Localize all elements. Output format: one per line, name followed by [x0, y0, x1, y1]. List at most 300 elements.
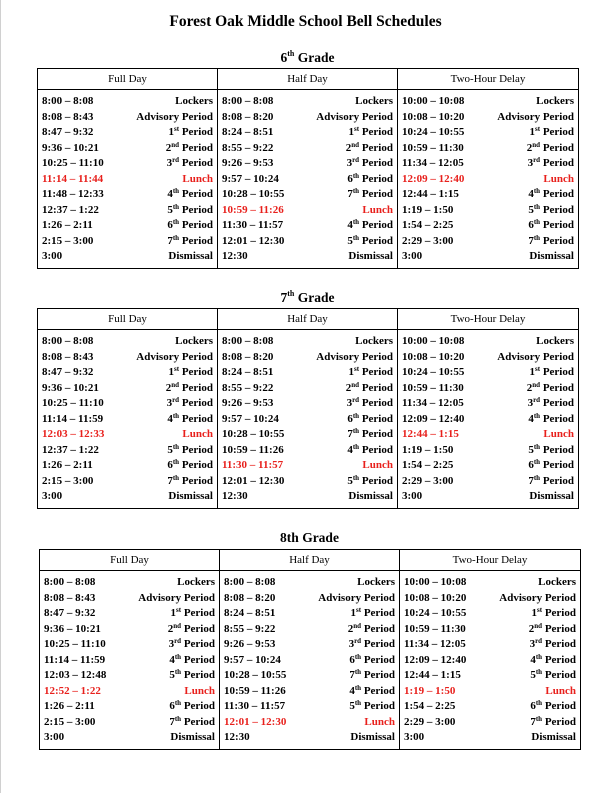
period-label	[528, 157, 574, 169]
period-label	[167, 204, 213, 216]
period-label: Dismissal	[529, 250, 574, 262]
period-label	[167, 459, 213, 471]
period-ordinal: th	[533, 187, 541, 195]
period-word: Period	[179, 157, 213, 169]
period-ordinal: st	[176, 606, 182, 614]
schedule-row	[222, 475, 393, 491]
time-range: 10:08 – 10:20	[404, 591, 467, 604]
schedule-row	[402, 235, 574, 251]
period-number: 5	[530, 669, 536, 681]
period-label	[351, 607, 395, 619]
period-number: 1	[168, 366, 175, 378]
schedule-row	[222, 428, 393, 444]
time-range: 8:47 – 9:32	[44, 607, 96, 619]
period-number: 2	[347, 622, 354, 635]
time-range: 11:30 – 11:57	[222, 459, 284, 471]
time-range: 12:30	[222, 250, 248, 262]
period-ordinal: st	[535, 125, 541, 133]
period-word: Period	[540, 366, 574, 378]
schedule-row	[44, 638, 215, 654]
period-ordinal: nd	[353, 621, 362, 630]
time-range: 8:08 – 8:20	[224, 591, 276, 604]
period-number: 3	[527, 397, 534, 409]
time-range: 9:57 – 10:24	[222, 412, 279, 425]
schedule-row	[222, 366, 393, 382]
time-range: 10:00 – 10:08	[402, 95, 465, 107]
period-word: Period	[181, 653, 215, 666]
time-range: 9:36 – 10:21	[42, 381, 99, 394]
schedule-column	[398, 330, 579, 509]
schedule-row	[402, 204, 574, 220]
time-range: 10:00 – 10:08	[402, 335, 465, 347]
lunch-row	[42, 173, 213, 189]
schedule-row	[42, 95, 213, 111]
period-ordinal: th	[174, 699, 182, 707]
period-ordinal: th	[172, 233, 180, 242]
grade-title	[37, 50, 578, 66]
period-label	[346, 142, 393, 154]
schedule-row	[222, 157, 393, 173]
period-word: Period	[359, 397, 393, 409]
period-word: Period	[359, 141, 393, 154]
period-ordinal: th	[535, 699, 543, 707]
period-ordinal: th	[533, 218, 541, 226]
schedule-row	[42, 490, 213, 506]
period-word: Period	[540, 381, 574, 394]
period-label	[527, 382, 574, 394]
period-ordinal: rd	[533, 156, 541, 164]
period-number: 3	[527, 157, 534, 169]
time-range: 11:34 – 12:05	[402, 397, 464, 409]
period-label	[167, 157, 213, 169]
time-range: 8:55 – 9:22	[222, 141, 274, 154]
period-word: Period	[181, 715, 215, 728]
schedule-row	[42, 250, 213, 266]
schedule-row	[224, 669, 395, 685]
time-range: 8:00 – 8:08	[222, 335, 274, 347]
schedule-row	[42, 366, 213, 382]
period-word: Period	[542, 607, 576, 619]
period-label	[348, 623, 395, 635]
period-ordinal: st	[354, 365, 360, 373]
grade-title	[37, 290, 578, 306]
time-range: 10:59 – 11:30	[404, 622, 466, 635]
period-ordinal: th	[174, 714, 182, 723]
period-number: 3	[166, 157, 173, 169]
period-ordinal: th	[352, 171, 360, 180]
schedule-row	[222, 235, 393, 251]
schedule-row	[44, 607, 215, 623]
period-word: Period	[540, 397, 574, 409]
period-label	[347, 475, 393, 487]
period-word: Period	[181, 607, 215, 619]
time-range: 12:01 – 12:30	[222, 234, 285, 247]
period-ordinal: th	[172, 218, 180, 226]
schedule-row	[44, 731, 215, 747]
period-number: 4	[169, 653, 175, 666]
period-word: Period	[179, 443, 213, 456]
period-word: Period	[542, 653, 576, 666]
schedule-row	[42, 397, 213, 413]
period-label	[528, 459, 574, 471]
schedule-row	[42, 413, 213, 429]
grade-number: 8th	[280, 530, 299, 545]
period-number: 7	[167, 474, 173, 487]
period-label: Dismissal	[348, 490, 393, 502]
lunch-row	[402, 173, 574, 189]
period-word: Period	[540, 459, 574, 471]
time-range: 8:47 – 9:32	[42, 126, 94, 138]
schedule-row	[402, 397, 574, 413]
period-number: 5	[528, 203, 534, 216]
time-range: 10:25 – 11:10	[42, 157, 104, 169]
period-ordinal: st	[174, 365, 180, 373]
time-range: 1:26 – 2:11	[42, 459, 93, 471]
time-range: 10:08 – 10:20	[402, 350, 465, 363]
period-word: Period	[359, 157, 393, 169]
schedule-row	[42, 142, 213, 158]
period-ordinal: rd	[352, 396, 360, 404]
period-ordinal: nd	[532, 380, 541, 389]
period-ordinal: th	[352, 411, 360, 420]
schedule-row	[224, 592, 395, 608]
period-word: Period	[179, 126, 213, 138]
time-range: 11:34 – 12:05	[404, 638, 466, 650]
period-number: 7	[530, 715, 536, 728]
time-range: 8:08 – 8:43	[42, 110, 94, 123]
schedule-row	[402, 366, 574, 382]
period-label	[347, 219, 393, 231]
period-word: Period	[179, 474, 213, 487]
column-header: Full Day	[40, 550, 220, 571]
period-ordinal: nd	[351, 140, 360, 149]
time-range: 8:00 – 8:08	[44, 576, 96, 588]
schedule-row	[402, 219, 574, 235]
schedule-row	[42, 351, 213, 367]
time-range: 9:26 – 9:53	[224, 638, 276, 650]
period-ordinal: th	[354, 683, 362, 692]
time-range: 9:57 – 10:24	[222, 172, 279, 185]
period-word: Period	[179, 234, 213, 247]
period-word: Period	[359, 428, 393, 440]
schedule-row	[402, 475, 574, 491]
schedule-column	[218, 330, 398, 509]
grade-word: Grade	[298, 530, 339, 545]
period-ordinal: rd	[535, 637, 543, 645]
period-number: 1	[529, 126, 536, 138]
time-range: 1:54 – 2:25	[404, 700, 456, 712]
period-ordinal: th	[533, 202, 541, 211]
period-label: Lockers	[177, 576, 215, 588]
period-word: Period	[361, 622, 395, 635]
time-range: 10:59 – 11:30	[402, 141, 464, 154]
period-label	[532, 607, 576, 619]
schedule-row	[42, 188, 213, 204]
period-ordinal: st	[537, 606, 543, 614]
lunch-row	[42, 428, 213, 444]
grade-word: Grade	[294, 290, 335, 305]
period-word: Period	[540, 219, 574, 231]
period-label	[167, 188, 213, 200]
period-word: Period	[540, 203, 574, 216]
schedule-table	[37, 308, 579, 509]
schedule-row	[404, 716, 576, 732]
period-number: 4	[528, 412, 534, 425]
period-label	[166, 382, 213, 394]
schedule-column	[38, 330, 218, 509]
period-label	[528, 444, 574, 456]
period-label: Lockers	[175, 95, 213, 107]
schedule-row	[404, 700, 576, 716]
period-label	[169, 366, 213, 378]
schedule-row	[404, 638, 576, 654]
period-ordinal: th	[172, 202, 180, 211]
schedule-row	[222, 250, 393, 266]
time-range: 3:00	[42, 490, 63, 502]
schedule-row	[402, 459, 574, 475]
period-number: 2	[165, 381, 172, 394]
period-word: Period	[359, 412, 393, 425]
grade-number: 7	[280, 290, 288, 305]
page-title: Forest Oak Middle School Bell Schedules	[169, 13, 442, 30]
period-ordinal: nd	[173, 621, 182, 630]
time-range: 11:14 – 11:59	[42, 412, 104, 425]
period-label	[530, 126, 574, 138]
time-range: 8:24 – 8:51	[222, 366, 274, 378]
period-word: Period	[540, 141, 574, 154]
time-range: 12:44 – 1:15	[402, 428, 459, 440]
time-range: 12:01 – 12:30	[222, 474, 285, 487]
page-edge	[0, 0, 1, 793]
lunch-row	[222, 204, 393, 220]
period-ordinal: nd	[351, 380, 360, 389]
period-word: Period	[179, 381, 213, 394]
schedule-row	[222, 188, 393, 204]
schedule-column	[40, 571, 220, 750]
schedule-row	[222, 126, 393, 142]
period-number: 6	[347, 412, 353, 425]
period-number: 1	[168, 126, 175, 138]
period-label	[167, 397, 213, 409]
period-ordinal: th	[174, 652, 182, 661]
time-range: 8:55 – 9:22	[224, 622, 276, 635]
period-label	[169, 638, 215, 650]
period-ordinal: th	[172, 411, 180, 420]
schedule-row	[224, 576, 395, 592]
period-label	[528, 413, 574, 425]
time-range: 1:19 – 1:50	[404, 684, 456, 697]
period-label: Advisory Period	[318, 591, 395, 604]
schedule-row	[402, 188, 574, 204]
schedule-row	[42, 444, 213, 460]
time-range: 8:08 – 8:20	[222, 110, 274, 123]
period-word: Period	[542, 700, 576, 712]
time-range: 11:30 – 11:57	[222, 219, 284, 231]
period-number: 7	[167, 234, 173, 247]
time-range: 9:36 – 10:21	[42, 141, 99, 154]
period-label	[169, 716, 215, 728]
schedule-row	[224, 700, 395, 716]
schedule-row	[42, 475, 213, 491]
period-label: Lockers	[536, 335, 574, 347]
time-range: 11:14 – 11:59	[44, 653, 106, 666]
period-label: Lunch	[362, 459, 393, 471]
time-range: 11:30 – 11:57	[224, 700, 286, 712]
time-range: 1:26 – 2:11	[42, 219, 93, 231]
period-label	[349, 654, 395, 666]
period-number: 6	[528, 219, 534, 231]
period-number: 7	[528, 234, 534, 247]
period-word: Period	[179, 141, 213, 154]
schedule-row	[402, 490, 574, 506]
period-number: 4	[349, 684, 355, 697]
period-number: 2	[526, 141, 533, 154]
time-range: 11:48 – 12:33	[42, 188, 104, 200]
schedule-row	[222, 413, 393, 429]
schedule-row	[224, 607, 395, 623]
time-range: 2:29 – 3:00	[404, 715, 456, 728]
period-label	[347, 397, 393, 409]
schedule-column	[38, 90, 218, 269]
period-label: Advisory Period	[316, 350, 393, 363]
period-label: Dismissal	[350, 731, 395, 743]
period-word: Period	[181, 622, 215, 635]
period-label	[347, 428, 393, 440]
period-label: Lockers	[357, 576, 395, 588]
schedule-row	[402, 335, 574, 351]
period-label: Dismissal	[170, 731, 215, 743]
time-range: 12:03 – 12:48	[44, 669, 107, 681]
schedule-row	[404, 731, 576, 747]
period-label: Lunch	[182, 428, 213, 440]
grade-ordinal: th	[287, 289, 295, 298]
period-number: 1	[529, 366, 536, 378]
period-word: Period	[540, 234, 574, 247]
period-label: Lunch	[182, 172, 213, 185]
period-label: Advisory Period	[497, 350, 574, 363]
schedule-row	[222, 397, 393, 413]
period-number: 2	[167, 622, 174, 635]
period-label	[528, 188, 574, 200]
time-range: 2:15 – 3:00	[44, 715, 96, 728]
time-range: 10:25 – 11:10	[44, 638, 106, 650]
period-ordinal: th	[533, 442, 541, 451]
period-word: Period	[359, 172, 393, 185]
period-label	[166, 142, 213, 154]
period-word: Period	[361, 607, 395, 619]
time-range: 12:37 – 1:22	[42, 203, 99, 216]
time-range: 12:44 – 1:15	[404, 669, 461, 681]
period-number: 4	[167, 412, 173, 425]
time-range: 12:44 – 1:15	[402, 188, 459, 200]
period-word: Period	[361, 669, 395, 681]
time-range: 10:08 – 10:20	[402, 110, 465, 123]
schedule-row	[44, 576, 215, 592]
schedule-row	[222, 173, 393, 189]
period-number: 6	[528, 459, 534, 471]
period-label	[349, 700, 395, 712]
period-label	[528, 397, 574, 409]
lunch-row	[44, 685, 215, 701]
time-range: 2:29 – 3:00	[402, 474, 454, 487]
period-label: Dismissal	[168, 250, 213, 262]
period-ordinal: nd	[534, 621, 543, 630]
period-ordinal: st	[354, 125, 360, 133]
grade-title	[39, 530, 580, 546]
period-word: Period	[542, 715, 576, 728]
period-word: Period	[181, 669, 215, 681]
column-header: Full Day	[38, 69, 218, 90]
period-word: Period	[540, 126, 574, 138]
schedule-row	[44, 669, 215, 685]
time-range: 12:37 – 1:22	[42, 443, 99, 456]
period-label: Advisory Period	[136, 110, 213, 123]
period-label	[167, 219, 213, 231]
schedule-row	[404, 654, 576, 670]
grade-number: 6	[280, 50, 288, 65]
time-range: 9:26 – 9:53	[222, 157, 274, 169]
period-ordinal: th	[172, 473, 180, 482]
period-label: Dismissal	[529, 490, 574, 502]
column-header: Two-Hour Delay	[400, 550, 581, 571]
period-number: 5	[167, 203, 173, 216]
time-range: 10:59 – 11:26	[222, 443, 284, 456]
period-label: Advisory Period	[316, 110, 393, 123]
period-number: 4	[167, 188, 173, 200]
period-label	[346, 382, 393, 394]
schedule-row	[42, 335, 213, 351]
lunch-row	[404, 685, 576, 701]
schedule-row	[42, 459, 213, 475]
time-range: 1:54 – 2:25	[402, 459, 454, 471]
period-label: Dismissal	[348, 250, 393, 262]
time-range: 10:24 – 10:55	[404, 607, 467, 619]
period-word: Period	[359, 381, 393, 394]
period-label	[530, 366, 574, 378]
time-range: 12:01 – 12:30	[224, 715, 287, 728]
time-range: 10:24 – 10:55	[402, 126, 465, 138]
period-label	[349, 126, 393, 138]
schedule-row	[44, 654, 215, 670]
time-range: 12:52 – 1:22	[44, 684, 101, 697]
schedule-row	[44, 623, 215, 639]
schedule-row	[42, 382, 213, 398]
period-label: Lunch	[543, 172, 574, 185]
period-label: Advisory Period	[136, 350, 213, 363]
time-range: 9:36 – 10:21	[44, 622, 101, 635]
period-word: Period	[359, 126, 393, 138]
period-label	[347, 173, 393, 185]
period-ordinal: th	[352, 442, 360, 451]
period-ordinal: nd	[171, 380, 180, 389]
schedule-row	[224, 654, 395, 670]
schedule-row	[42, 157, 213, 173]
period-label	[528, 235, 574, 247]
period-label	[168, 623, 215, 635]
schedule-row	[44, 700, 215, 716]
period-number: 6	[347, 172, 353, 185]
period-word: Period	[181, 700, 215, 712]
schedule-column	[220, 571, 400, 750]
time-range: 10:59 – 11:26	[224, 684, 286, 697]
period-word: Period	[361, 638, 395, 650]
period-number: 5	[349, 700, 355, 712]
time-range: 12:30	[222, 490, 248, 502]
time-range: 1:19 – 1:50	[402, 203, 454, 216]
period-word: Period	[540, 188, 574, 200]
period-label	[347, 444, 393, 456]
time-range: 10:00 – 10:08	[404, 576, 467, 588]
